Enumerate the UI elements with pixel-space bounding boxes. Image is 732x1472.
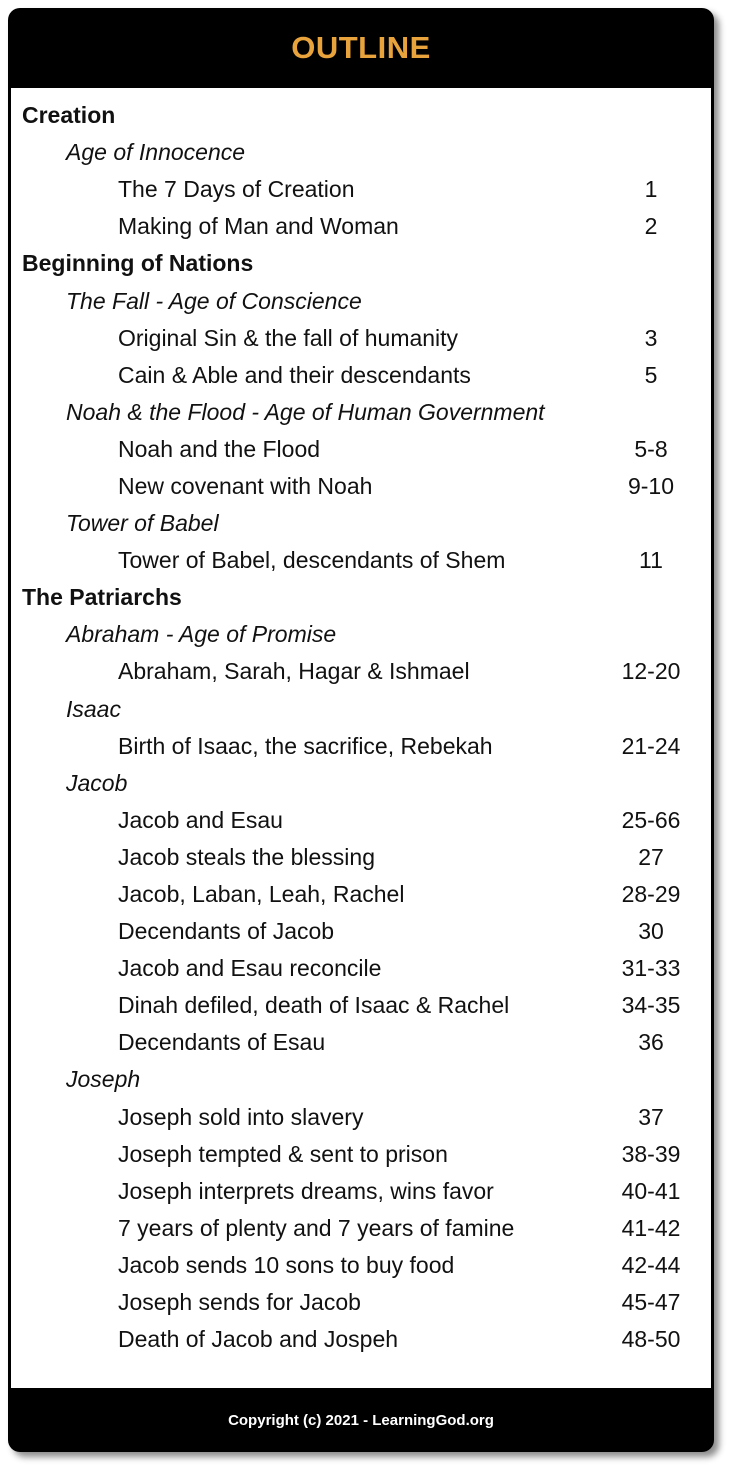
footer-band bbox=[8, 1388, 714, 1452]
outline-row bbox=[11, 839, 711, 876]
outline-entry-page-number: 12-20 bbox=[621, 658, 681, 685]
outline-row bbox=[11, 691, 711, 728]
outline-entry-text: Death of Jacob and Jospeh bbox=[118, 1326, 399, 1353]
outline-entry-text: Age of Innocence bbox=[66, 139, 246, 166]
outline-entry-page-number: 21-24 bbox=[621, 732, 681, 759]
outline-row bbox=[11, 653, 711, 690]
outline-row bbox=[11, 320, 711, 357]
outline-row bbox=[11, 987, 711, 1024]
outline-entry-text: Jacob, Laban, Leah, Rachel bbox=[118, 881, 405, 908]
outline-row bbox=[11, 802, 711, 839]
outline-entry-text: Jacob steals the blessing bbox=[118, 843, 375, 870]
outline-entry-page-number: 27 bbox=[638, 843, 664, 870]
outline-entry-text: 7 years of plenty and 7 years of famine bbox=[118, 1214, 515, 1241]
outline-entry-page-number: 38-39 bbox=[621, 1140, 681, 1167]
outline-entry-page-number: 45-47 bbox=[621, 1289, 681, 1316]
outline-entry-text: Dinah defiled, death of Isaac & Rachel bbox=[118, 992, 510, 1019]
outline-entry-page-number: 3 bbox=[644, 324, 658, 351]
outline-entry-page-number: 36 bbox=[638, 1029, 664, 1056]
outline-entry-text: New covenant with Noah bbox=[118, 472, 373, 499]
outline-entry-page-number: 11 bbox=[639, 547, 663, 574]
outline-entry-text: Jacob and Esau reconcile bbox=[118, 955, 382, 982]
outline-entry-text: Jacob sends 10 sons to buy food bbox=[118, 1251, 455, 1278]
outline-entry-page-number: 5-8 bbox=[634, 435, 668, 462]
outline-row bbox=[11, 728, 711, 765]
outline-row bbox=[11, 579, 711, 616]
outline-entry-page-number: 9-10 bbox=[627, 472, 675, 499]
outline-row bbox=[11, 431, 711, 468]
outline-row bbox=[11, 1173, 711, 1210]
outline-entry-text: Tower of Babel bbox=[66, 510, 219, 537]
outline-row bbox=[11, 765, 711, 802]
outline-row bbox=[11, 1061, 711, 1098]
outline-entry-page-number: 42-44 bbox=[621, 1251, 681, 1278]
outline-entry-page-number: 37 bbox=[638, 1103, 664, 1130]
outline-row bbox=[11, 913, 711, 950]
outline-row bbox=[11, 394, 711, 431]
page-title: OUTLINE bbox=[291, 30, 431, 65]
outline-row bbox=[11, 97, 711, 134]
outline-list bbox=[11, 88, 711, 1388]
outline-row bbox=[11, 468, 711, 505]
outline-entry-page-number: 2 bbox=[644, 213, 658, 240]
outline-entry-text: Noah & the Flood - Age of Human Government bbox=[66, 398, 545, 425]
outline-entry-text: Beginning of Nations bbox=[22, 250, 254, 277]
outline-entry-text: The Patriarchs bbox=[22, 584, 182, 611]
outline-entry-text: Jacob and Esau bbox=[118, 806, 283, 833]
outline-row bbox=[11, 1284, 711, 1321]
outline-entry-text: Decendants of Esau bbox=[118, 1029, 326, 1056]
outline-entry-text: Making of Man and Woman bbox=[118, 213, 399, 240]
outline-row bbox=[11, 1321, 711, 1358]
outline-entry-text: Joseph interprets dreams, wins favor bbox=[118, 1177, 494, 1204]
outline-entry-text: Isaac bbox=[66, 695, 121, 722]
header-band bbox=[8, 8, 714, 88]
outline-row bbox=[11, 876, 711, 913]
outline-row bbox=[11, 1136, 711, 1173]
outline-row bbox=[11, 357, 711, 394]
outline-row bbox=[11, 1210, 711, 1247]
outline-entry-page-number: 41-42 bbox=[621, 1214, 681, 1241]
outline-entry-text: Creation bbox=[22, 102, 116, 129]
outline-entry-text: Original Sin & the fall of humanity bbox=[118, 324, 459, 351]
outline-entry-page-number: 5 bbox=[644, 361, 658, 388]
outline-row bbox=[11, 542, 711, 579]
outline-entry-text: Joseph tempted & sent to prison bbox=[118, 1140, 448, 1167]
outline-row bbox=[11, 1099, 711, 1136]
outline-row bbox=[11, 245, 711, 282]
outline-entry-text: Cain & Able and their descendants bbox=[118, 361, 471, 388]
outline-entry-page-number: 25-66 bbox=[621, 806, 681, 833]
outline-entry-text: The Fall - Age of Conscience bbox=[66, 287, 362, 314]
outline-row bbox=[11, 282, 711, 319]
outline-entry-page-number: 1 bbox=[644, 176, 658, 203]
outline-entry-text: Abraham, Sarah, Hagar & Ishmael bbox=[118, 658, 470, 685]
outline-entry-text: Abraham - Age of Promise bbox=[66, 621, 337, 648]
outline-row bbox=[11, 171, 711, 208]
outline-row bbox=[11, 1024, 711, 1061]
outline-entry-page-number: 28-29 bbox=[621, 881, 681, 908]
outline-entry-text: Tower of Babel, descendants of Shem bbox=[118, 547, 506, 574]
copyright-text: Copyright (c) 2021 - LearningGod.org bbox=[228, 1411, 494, 1429]
outline-entry-text: Noah and the Flood bbox=[118, 435, 321, 462]
outline-row bbox=[11, 1247, 711, 1284]
outline-row bbox=[11, 208, 711, 245]
outline-entry-text: Jacob bbox=[66, 769, 128, 796]
outline-entry-page-number: 34-35 bbox=[621, 992, 681, 1019]
outline-entry-text: The 7 Days of Creation bbox=[118, 176, 355, 203]
outline-entry-page-number: 48-50 bbox=[621, 1326, 681, 1353]
outline-card bbox=[8, 8, 714, 1452]
outline-entry-text: Decendants of Jacob bbox=[118, 918, 335, 945]
outline-entry-text: Joseph bbox=[66, 1066, 141, 1093]
outline-entry-text: Joseph sends for Jacob bbox=[118, 1289, 361, 1316]
outline-entry-text: Birth of Isaac, the sacrifice, Rebekah bbox=[118, 732, 493, 759]
outline-row bbox=[11, 616, 711, 653]
outline-row bbox=[11, 950, 711, 987]
outline-entry-page-number: 40-41 bbox=[621, 1177, 681, 1204]
outline-row bbox=[11, 505, 711, 542]
outline-entry-page-number: 30 bbox=[638, 918, 664, 945]
outline-entry-text: Joseph sold into slavery bbox=[118, 1103, 364, 1130]
outline-entry-page-number: 31-33 bbox=[621, 955, 681, 982]
outline-row bbox=[11, 134, 711, 171]
